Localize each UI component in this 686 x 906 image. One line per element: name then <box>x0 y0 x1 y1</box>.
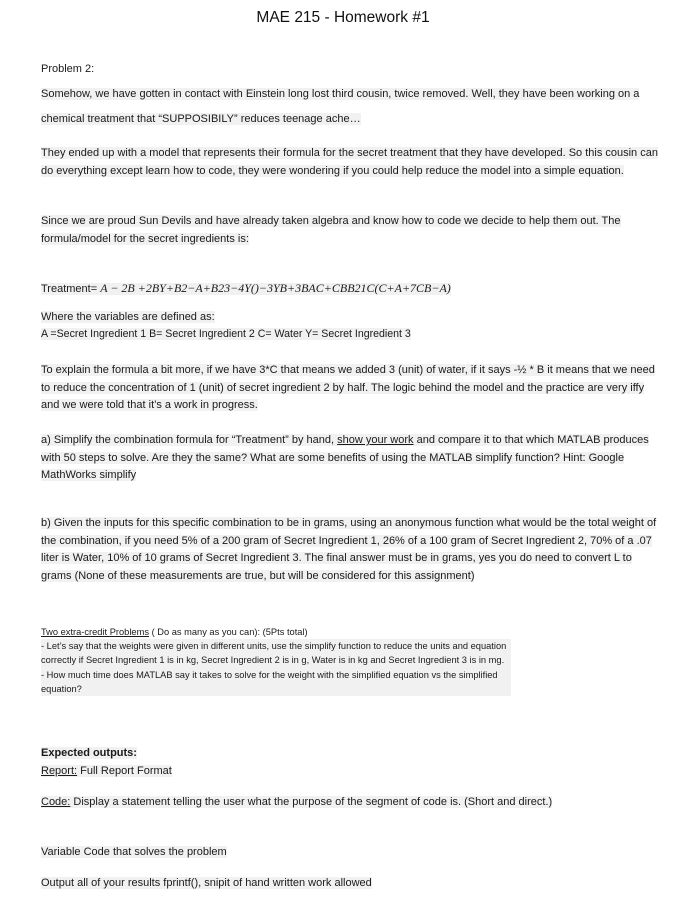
extra-credit-heading-rest: ( Do as many as you can): (5Pts total) <box>148 627 308 637</box>
extra-credit-heading: Two extra-credit Problems <box>41 627 149 637</box>
code-label: Code: <box>41 796 71 808</box>
variable-code-line <box>41 844 661 861</box>
code-paragraph <box>41 794 661 812</box>
part-a-paragraph <box>41 432 661 485</box>
expected-heading-text: Expected outputs: <box>41 747 137 759</box>
variables-definition-text: A =Secret Ingredient 1 B= Secret Ingredient 2 C= Water Y= Secret Ingredient 3 <box>41 328 411 340</box>
explain-paragraph <box>41 362 661 415</box>
output-line <box>41 875 661 892</box>
equation-lhs: Treatment= <box>41 283 101 295</box>
part-a-text-after: and compare it to that which MATLAB produces with 50 steps to solve. Are they the same? What are some benefits of using the MATLAB simplify function? Hint: Google MathWorks simplify <box>41 434 649 481</box>
part-a-text-before: a) Simplify the combination formula for “Treatment” by hand, <box>41 434 338 446</box>
model-text: They ended up with a model that represents their formula for the secret treatment that they have developed. So this cousin can do everything except learn how to code, they were wondering if you could help reduce the model into a simple equation. <box>41 147 658 177</box>
part-b-text: b) Given the inputs for this specific combination to be in grams, using an anonymous function what would be the total weight of the combination, if you need 5% of a 200 gram of Secret Ingredient 1, 26% of a 100 gram of Secret Ingredient 2, 70% of a .07 liter is Water, 10% of 10 grams of Secret Ingredient 3. The final answer must be in grams, yes you do need to convert L to grams (None of these measurements are true, but will be considered for this assignment) <box>41 517 657 582</box>
report-line <box>41 763 661 780</box>
variables-intro-text: Where the variables are defined as: <box>41 311 215 323</box>
code-text: Display a statement telling the user what the purpose of the segment of code is. (Short and direct.) <box>70 796 553 808</box>
problem-heading: Problem 2: <box>41 63 95 75</box>
expected-outputs-heading <box>41 745 661 762</box>
report-label: Report: <box>41 765 78 777</box>
variables-intro <box>41 309 661 326</box>
sundevils-text: Since we are proud Sun Devils and have already taken algebra and know how to code we decide to help them out. The formula/model for the secret ingredients is: <box>41 215 621 245</box>
intro-text: Somehow, we have gotten in contact with Einstein long lost third cousin, twice removed. Well, they have been working on a chemical treatment that “SUPPOSIBILY” reduces teenage ache… <box>41 88 640 125</box>
part-a-underlined: show your work <box>337 434 414 446</box>
model-paragraph <box>41 145 661 180</box>
extra-credit-item-1: - Let’s say that the weights were given in different units, use the simplify function to reduce the units and equation correctly if Secret Ingredient 1 is in kg, Secret Ingredient 2 is in g, Water is in kg and Secret Ingredient 3 is in mg. <box>41 639 511 667</box>
output-text: Output all of your results fprintf(), snipit of hand written work allowed <box>41 877 372 889</box>
variable-code-text: Variable Code that solves the problem <box>41 846 227 858</box>
page-title: MAE 215 - Homework #1 <box>256 9 430 26</box>
extra-credit-section <box>41 625 511 696</box>
intro-paragraph <box>41 82 661 132</box>
extra-credit-item-2: - How much time does MATLAB say it takes to solve for the weight with the simplified equation vs the simplified equation? <box>41 668 511 696</box>
equation-rhs: A − 2B +2BY+B2−A+B23−4Y()−3YB+3BAC+CBB21C(C+A+7CB−A) <box>100 281 451 295</box>
variables-definition <box>41 326 661 343</box>
explain-text: To explain the formula a bit more, if we have 3*C that means we added 3 (unit) of water, if it says -½ * B it means that we need to reduce the concentration of 1 (unit) of secret ingredient 2 by half. The logic behind the model and the practice are very iffy and we were told that it’s a work in progress. <box>41 364 655 411</box>
sundevils-paragraph <box>41 213 661 248</box>
equation <box>41 280 661 298</box>
report-text: Full Report Format <box>77 765 172 777</box>
part-b-paragraph <box>41 515 661 585</box>
